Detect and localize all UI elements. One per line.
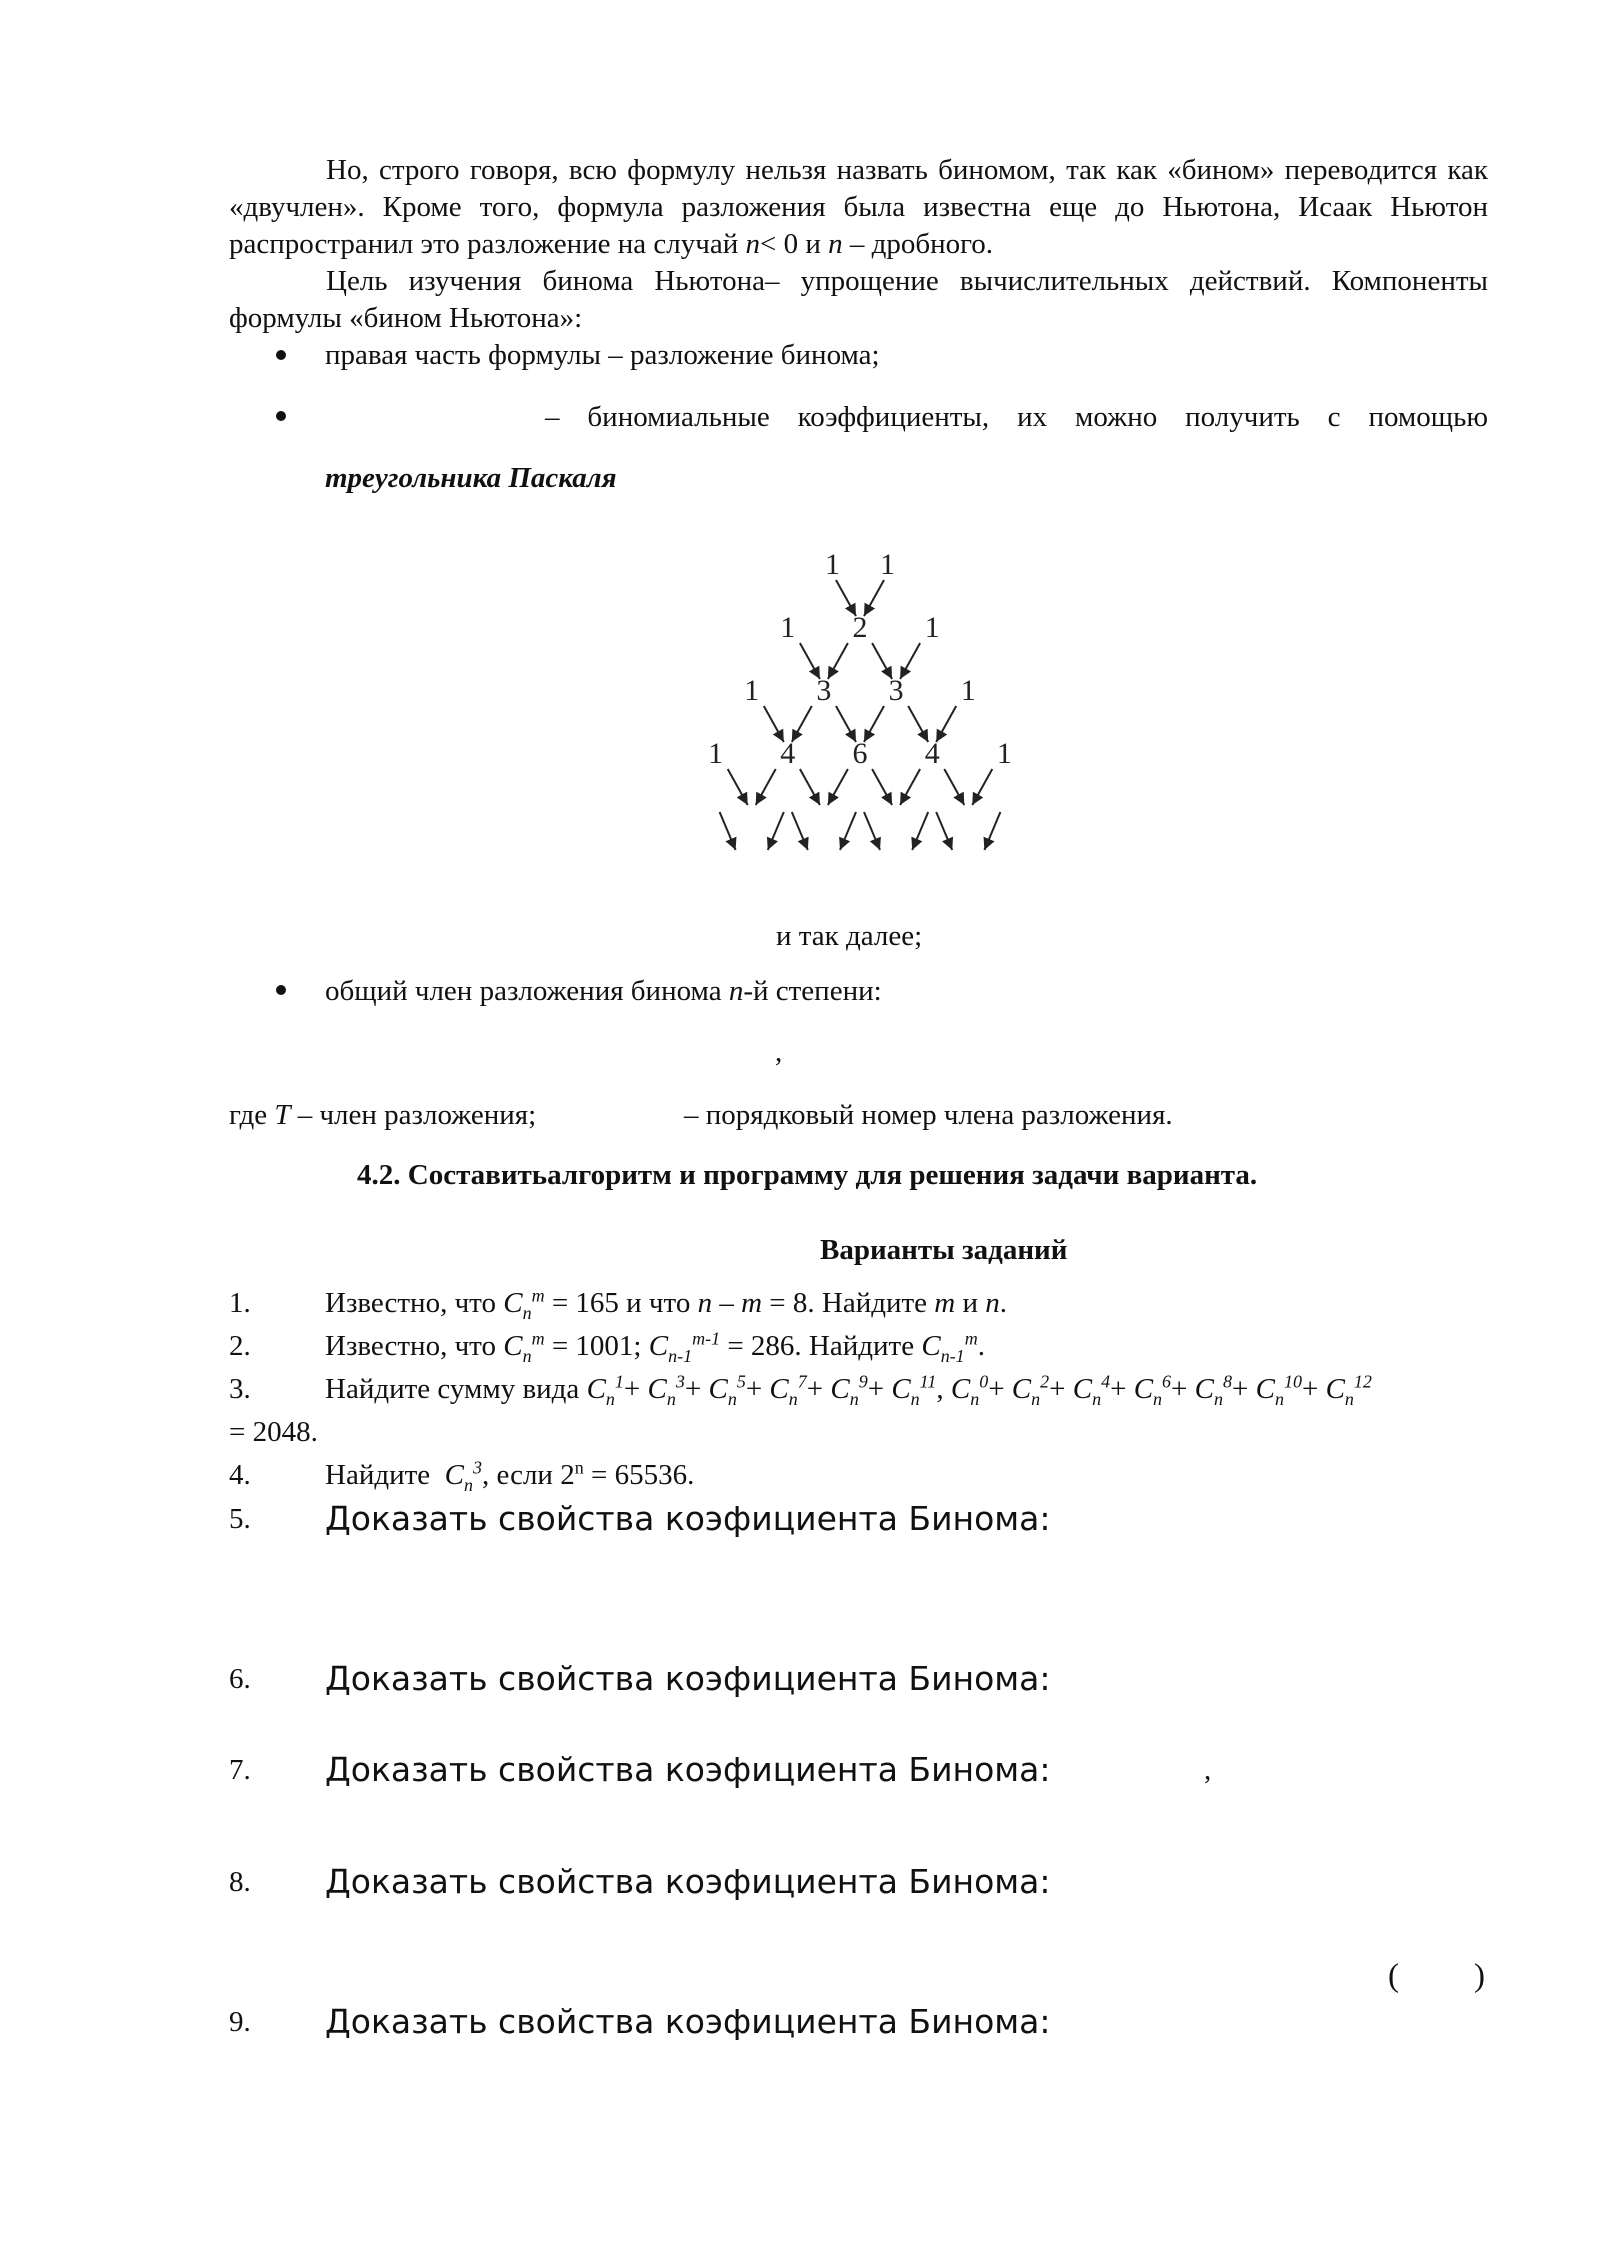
formula-comma: , [775, 1036, 783, 1068]
pascal-triangle-caption: треугольника Паскаля [325, 462, 617, 494]
task-number: 5. [229, 1503, 251, 1535]
task-6-text: Доказать свойства коэфициента Бинома: [325, 1659, 1051, 1698]
sum-term-odd-0: 1 [614, 1371, 624, 1392]
task-4-text: Найдите $C_n^3$, если 2$^n$ = 65536. [325, 1457, 695, 1495]
pascal-number: 1 [744, 674, 760, 707]
variants-title: Варианты заданий [820, 1234, 1068, 1266]
task-9-text: Доказать свойства коэфициента Бинома: [325, 2002, 1051, 2041]
intro-paragraph-2: Цель изучения бинома Ньютона– упрощение вычислительных действий. Компоненты формулы «бином Ньютона»: [229, 265, 1488, 334]
sum-term-odd-4: 9 [858, 1371, 868, 1392]
var-n: n [828, 228, 843, 260]
pascal-number: 1 [780, 611, 796, 644]
task-3-result: = 2048. [229, 1416, 318, 1448]
binom-coef: C [769, 1373, 789, 1405]
task-number: 9. [229, 2006, 251, 2038]
pascal-arrow [936, 812, 952, 850]
pascal-arrow [828, 643, 848, 679]
bullet-dot [276, 350, 286, 360]
task-8-paren-open: ( [1388, 1958, 1399, 1994]
pascal-arrow [972, 769, 992, 805]
pascal-arrow [756, 769, 776, 805]
pascal-arrow [864, 580, 884, 616]
task-1-text: Известно, что $C_n^m = 165$ и что n – m = 8. Найдите m и n. [325, 1285, 1008, 1323]
pascal-arrow [900, 643, 920, 679]
pascal-arrow [764, 706, 784, 742]
task-8-text: Доказать свойства коэфициента Бинома: [325, 1862, 1051, 1901]
pascal-arrow [984, 812, 1000, 850]
pascal-arrow [800, 769, 820, 805]
sum-term-odd-1: 3 [675, 1371, 685, 1392]
sum-term-even-3: 6 [1162, 1371, 1172, 1392]
task-2-text: Известно, что $C_n^m = 1001$; $C_{n-1}^{m-1} = 286$. Найдите $C_{n-1}^m$. [325, 1328, 985, 1366]
pascal-arrow [944, 769, 964, 805]
sum-term-even-5: 10 [1283, 1371, 1302, 1392]
task-3-text: Найдите сумму вида $C_n^1+ C_n^3+ C_n^5+ C_n^7+ C_n^9+ C_n^{11}$, $C_n^0+ C_n^2+ C_n^4+ C_n^6+ C_n^8+ C_n^{10}+ C_n^{12}$ [325, 1371, 1372, 1409]
task-number: 6. [229, 1663, 251, 1695]
section-heading: 4.2. Составитьалгоритм и программу для решения задачи варианта. [357, 1159, 1258, 1191]
task-8-paren-close: ) [1474, 1958, 1485, 1994]
pascal-number: 2 [852, 611, 868, 644]
pascal-number: 1 [924, 611, 940, 644]
binom-coef: C [1133, 1373, 1154, 1405]
task-7-text: Доказать свойства коэфициента Бинома: [325, 1750, 1051, 1789]
binom-coef: C [586, 1373, 606, 1405]
task-number: 7. [229, 1754, 251, 1786]
sum-term-even-6: 12 [1353, 1371, 1372, 1392]
sum-term-even-1: 2 [1040, 1371, 1050, 1392]
pascal-triangle-figure [670, 540, 1050, 910]
binom-coef: C [891, 1373, 911, 1405]
task-number: 2. [229, 1330, 251, 1362]
pascal-arrow [936, 706, 956, 742]
binom-coef: C [950, 1373, 971, 1405]
task-number: 4. [229, 1459, 251, 1491]
task-number: 1. [229, 1287, 251, 1319]
pascal-arrow [908, 706, 928, 742]
task-number: 3. [229, 1373, 251, 1405]
pascal-arrow [864, 706, 884, 742]
pascal-arrow [900, 769, 920, 805]
sum-term-odd-2: 5 [736, 1371, 746, 1392]
pascal-arrow [768, 812, 784, 850]
sum-term-even-0: 0 [979, 1371, 989, 1392]
pascal-arrow [828, 769, 848, 805]
var-n: n [745, 228, 760, 260]
var-T: T [274, 1099, 291, 1131]
pascal-number: 1 [708, 737, 724, 770]
bullet-3-text: общий член разложения бинома n-й степени: [325, 975, 882, 1007]
binom-coef: C [1011, 1373, 1032, 1405]
and-so-on-text: и так далее; [776, 920, 923, 952]
binom-coef: C [1194, 1373, 1214, 1405]
binom-coef: C [647, 1373, 667, 1405]
pascal-number: 1 [996, 737, 1012, 770]
task-5-text: Доказать свойства коэфициента Бинома: [325, 1499, 1051, 1538]
task-7-comma: , [1204, 1754, 1212, 1786]
pascal-arrow [836, 580, 856, 616]
pascal-arrow [912, 812, 928, 850]
sum-term-odd-3: 7 [797, 1371, 807, 1392]
bullet-dot [276, 411, 286, 421]
pascal-number: 3 [816, 674, 832, 707]
task-number: 8. [229, 1866, 251, 1898]
pascal-arrow [840, 812, 856, 850]
binom-coef: C [1325, 1373, 1345, 1405]
binom-coef: C [1255, 1373, 1275, 1405]
pascal-arrow [792, 812, 808, 850]
pascal-arrow [720, 812, 736, 850]
pascal-number: 1 [960, 674, 976, 707]
sum-even-terms: $C_n^0+ C_n^2+ C_n^4+ C_n^6+ C_n^8+ C_n^{10}+ C_n^{12}$ [950, 1371, 1372, 1409]
pascal-arrow [872, 643, 892, 679]
pascal-number: 4 [924, 737, 940, 770]
pascal-arrow [800, 643, 820, 679]
binom-coef: C [708, 1373, 728, 1405]
sum-term-even-4: 8 [1223, 1371, 1232, 1392]
where-line-part-2: – порядковый номер члена разложения. [684, 1099, 1173, 1131]
bullet-1-text: правая часть формулы – разложение бинома; [325, 339, 880, 371]
sum-odd-terms: $C_n^1+ C_n^3+ C_n^5+ C_n^7+ C_n^9+ C_n^{11}$ [586, 1371, 937, 1409]
bullet-dot [276, 985, 286, 995]
pascal-arrow [728, 769, 748, 805]
pascal-number: 3 [888, 674, 904, 707]
bullet-2-text: – биномиальные коэффициенты, их можно получить с помощью [545, 401, 1488, 433]
pascal-arrow [864, 812, 880, 850]
pascal-arrow [872, 769, 892, 805]
pascal-number: 4 [780, 737, 796, 770]
intro-paragraph-1: Но, строго говоря, всю формулу нельзя назвать биномом, так как «бином» переводится как «двучлен». Кроме того, формула разложения была известна еще до Ньютона, Исаак Ньютон распространил это разложение на случай n< 0 и n – дробного. [229, 154, 1488, 260]
sum-term-odd-5: 11 [919, 1371, 937, 1392]
pascal-number: 1 [880, 548, 895, 581]
binom-coef: C [1072, 1373, 1093, 1405]
pascal-arrow [792, 706, 812, 742]
where-line-part-1: где T – член разложения; [229, 1099, 537, 1131]
binom-coef: C [830, 1373, 850, 1405]
pascal-number: 6 [852, 737, 868, 770]
pascal-number: 1 [825, 548, 840, 581]
pascal-arrow [836, 706, 856, 742]
sum-term-even-2: 4 [1101, 1371, 1111, 1392]
var-n: n [728, 975, 744, 1007]
